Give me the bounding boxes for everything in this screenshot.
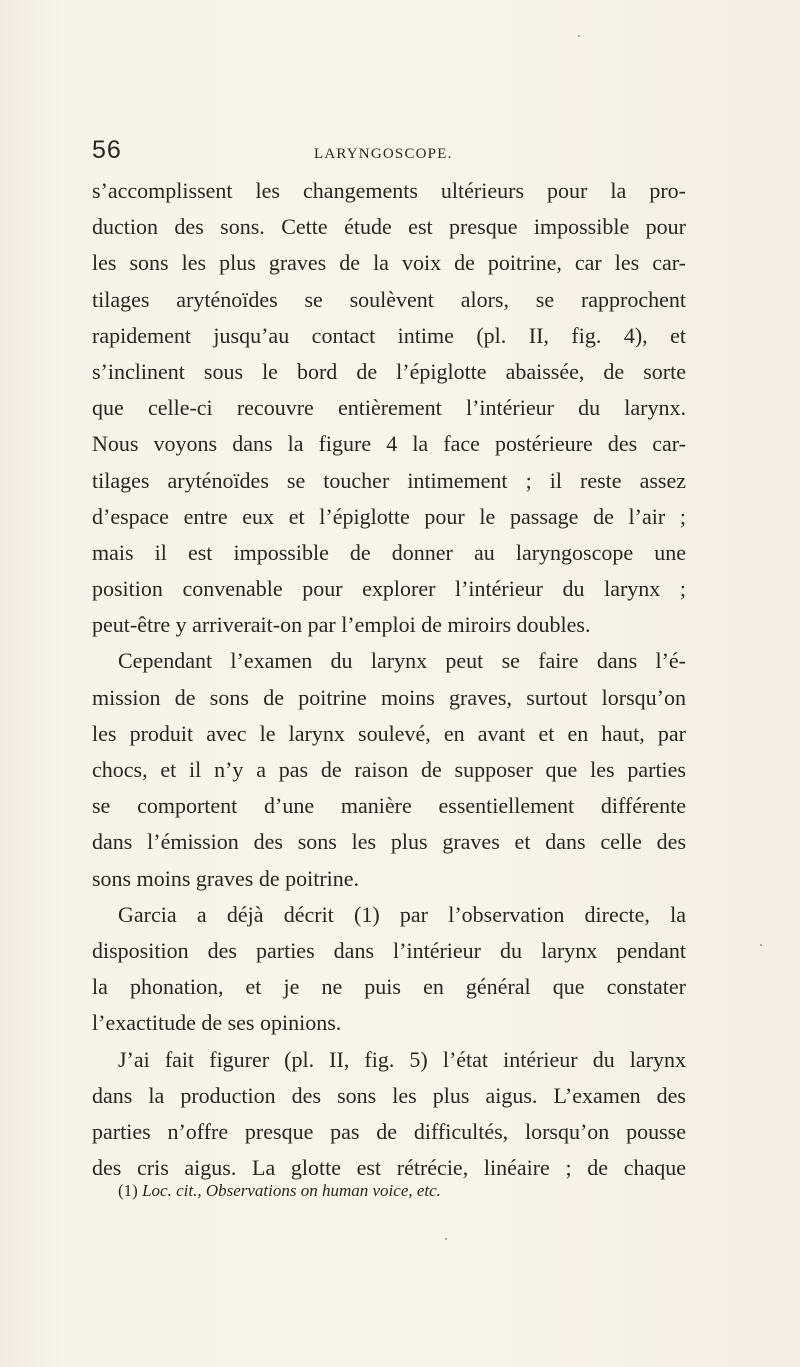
text-line: la phonation, et je ne puis en général que constater	[92, 974, 686, 1000]
text-line: tilages aryténoïdes se soulèvent alors, se rapprochent	[92, 286, 686, 312]
text-line: dans la production des sons les plus aigus. L’examen des	[92, 1082, 686, 1108]
text-line: Nous voyons dans la figure 4 la face postérieure des car-	[92, 431, 686, 457]
text-line: les produit avec le larynx soulevé, en avant et en haut, par	[92, 720, 686, 746]
text-line: chocs, et il n’y a pas de raison de supposer que les parties	[92, 757, 686, 782]
text-line: s’inclinent sous le bord de l’épiglotte abaissée, de sorte	[92, 358, 686, 384]
text-line: parties n’offre presque pas de difficultés, lorsqu’on pousse	[92, 1118, 686, 1144]
text-line: que celle-ci recouvre entièrement l’intérieur du larynx.	[92, 395, 686, 421]
footnote-text: Loc. cit., Observations on human voice, etc.	[142, 1181, 441, 1200]
body-text	[92, 173, 686, 1186]
text-line: position convenable pour explorer l’intérieur du larynx ;	[92, 576, 686, 602]
text-line: J’ai fait figurer (pl. II, fig. 5) l’état intérieur du larynx	[118, 1046, 686, 1072]
text-line: peut-être y arriverait-on par l’emploi de miroirs doubles.	[92, 612, 591, 638]
text-line: Garcia a déjà décrit (1) par l’observation directe, la	[118, 901, 686, 927]
footnote-marker: (1)	[118, 1181, 138, 1200]
text-line: disposition des parties dans l’intérieur du larynx pendant	[92, 937, 686, 963]
text-line: s’accomplissent les changements ultérieurs pour la pro-	[92, 178, 686, 203]
text-line: tilages aryténoïdes se toucher intimement ; il reste assez	[92, 467, 686, 493]
page-header	[92, 136, 686, 166]
text-line: l’exactitude de ses opinions.	[92, 1010, 342, 1036]
text-line: duction des sons. Cette étude est presque impossible pour	[92, 214, 686, 240]
text-line: dans l’émission des sons les plus graves et dans celle des	[92, 829, 686, 855]
text-line: des cris aigus. La glotte est rétrécie, linéaire ; de chaque	[92, 1155, 686, 1181]
paper-speck	[445, 1238, 447, 1240]
text-line: d’espace entre eux et l’épiglotte pour le passage de l’air ;	[92, 503, 686, 529]
text-line: mission de sons de poitrine moins graves, surtout lorsqu’on	[92, 684, 686, 710]
page-number: 56	[92, 136, 122, 164]
text-line: mais il est impossible de donner au laryngoscope une	[92, 539, 686, 565]
paper-speck	[578, 35, 580, 37]
text-line: Cependant l’examen du larynx peut se faire dans l’é-	[118, 648, 686, 674]
text-line: rapidement jusqu’au contact intime (pl. II, fig. 4), et	[92, 322, 686, 348]
paper-speck	[760, 944, 762, 946]
text-line: se comportent d’une manière essentiellement différente	[92, 793, 686, 819]
footnote	[118, 1181, 678, 1201]
running-title: LARYNGOSCOPE.	[314, 146, 453, 162]
text-line: sons moins graves de poitrine.	[92, 865, 360, 891]
text-line: les sons les plus graves de la voix de poitrine, car les car-	[92, 250, 686, 276]
